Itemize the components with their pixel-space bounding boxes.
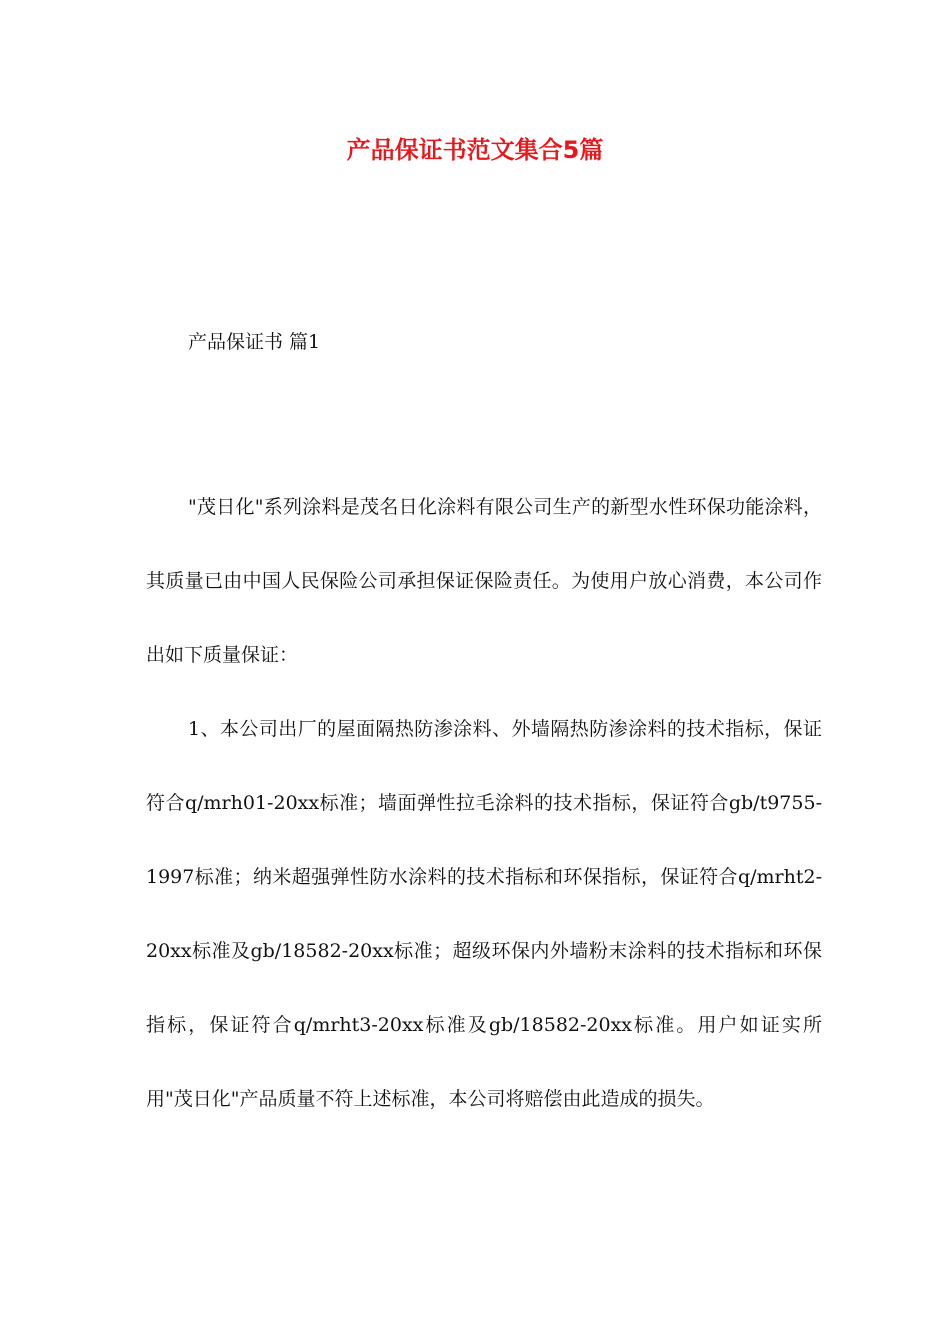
body-paragraph-intro: "茂日化"系列涂料是茂名日化涂料有限公司生产的新型水性环保功能涂料，其质量已由中国人民保险公司承担保证保险责任。为使用户放心消费，本公司作出如下质量保证：: [146, 496, 822, 666]
section-heading: 产品保证书 篇1: [188, 331, 321, 353]
document-title: 产品保证书范文集合5篇: [346, 136, 604, 164]
body-paragraph-clause-1: 1、本公司出厂的屋面隔热防渗涂料、外墙隔热防渗涂料的技术指标，保证符合q/mrh01-20xx标准；墙面弹性拉毛涂料的技术指标，保证符合gb/t9755-1997标准；纳米超强弹性防水涂料的技术指标和环保指标，保证符合q/mrht2-20xx标准及gb/18582-20xx标准；超级环保内外墙粉末涂料的技术指标和环保指标，保证符合q/mrht3-20xx标准及gb/18582-20xx标准。用户如证实所用"茂日化"产品质量不符上述标准，本公司将赔偿由此造成的损失。: [146, 718, 822, 1110]
document-body: [146, 470, 822, 1136]
